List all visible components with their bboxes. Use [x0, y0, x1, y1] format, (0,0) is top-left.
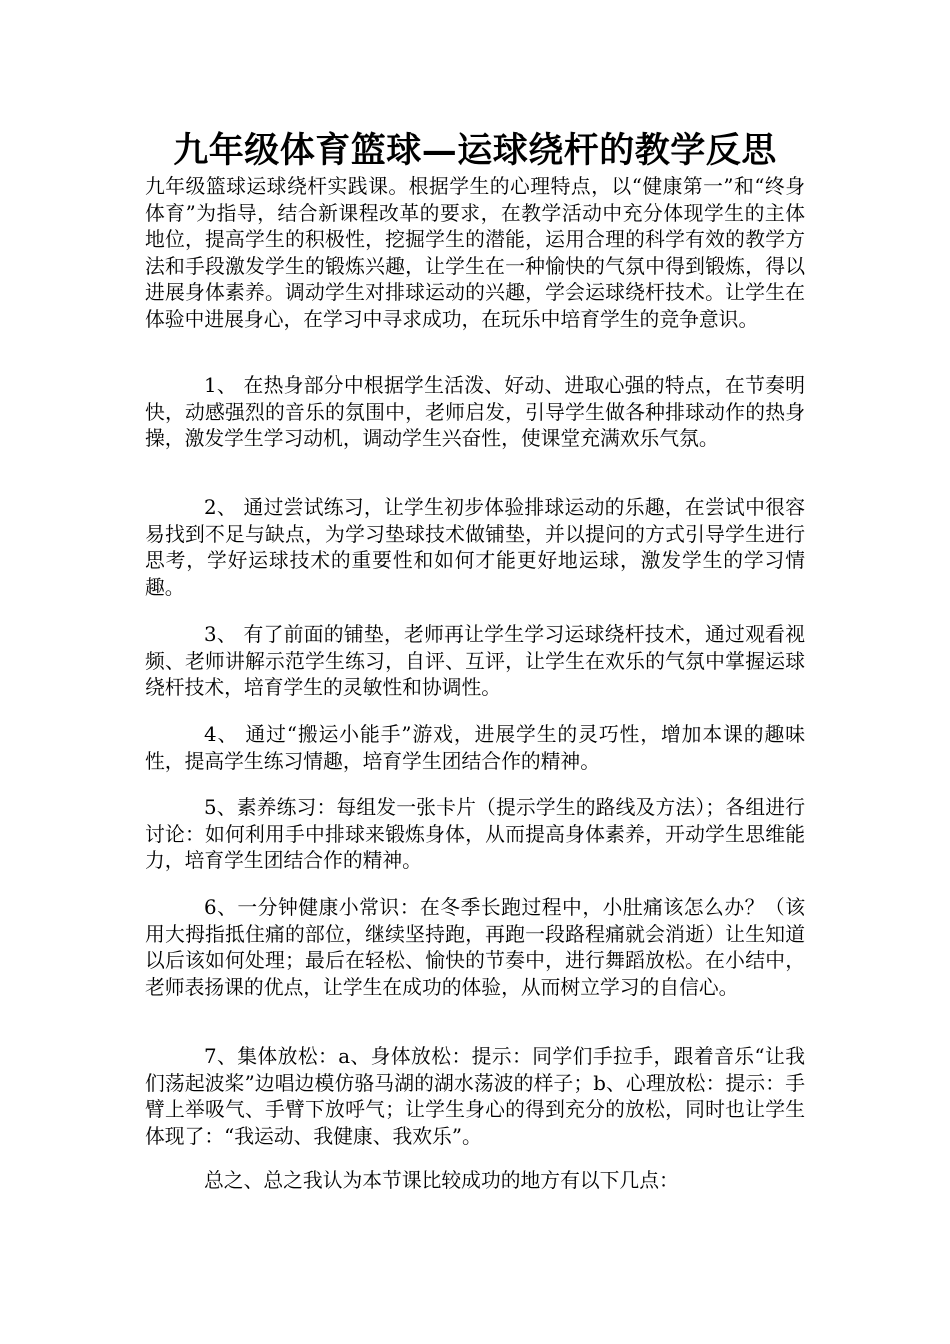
- paragraph-5: 5、素养练习：每组发一张卡片（提示学生的路线及方法）；各组进行讨论：如何利用手中排球来锻炼身体，从而提高身体素养，开动学生思维能力，培育学生团结合作的精神。: [145, 796, 805, 873]
- document-title: 九年级体育篮球—运球绕杆的教学反思: [173, 130, 777, 171]
- paragraph-4: 4、 通过“搬运小能手”游戏，进展学生的灵巧性，增加本课的趣味性，提高学生练习情趣，培育学生团结合作的精神。: [145, 723, 805, 773]
- paragraph-2: 2、 通过尝试练习，让学生初步体验排球运动的乐趣，在尝试中很容易找到不足与缺点，为学习垫球技术做铺垫，并以提问的方式引导学生进行思考，学好运球技术的重要性和如何才能更好地运球，激发学生的学习情趣。: [145, 496, 805, 599]
- paragraph-3: 3、 有了前面的铺垫，老师再让学生学习运球绕杆技术，通过观看视频、老师讲解示范学生练习，自评、互评，让学生在欢乐的气氛中掌握运球绕杆技术，培育学生的灵敏性和协调性。: [145, 623, 805, 700]
- paragraph-6: 6、一分钟健康小常识：在冬季长跑过程中，小肚痛该怎么办？（该用大拇指抵住痛的部位，继续坚持跑，再跑一段路程痛就会消逝）让生知道以后该如何处理；最后在轻松、愉快的节奏中，进行舞蹈放松。在小结中，老师表扬课的优点，让学生在成功的体验，从而树立学习的自信心。: [145, 896, 805, 999]
- paragraph-8: 总之、总之我认为本节课比较成功的地方有以下几点：: [204, 1169, 679, 1192]
- paragraph-7: 7、集体放松：a、身体放松：提示：同学们手拉手，跟着音乐“让我们荡起波桨”边唱边模仿骆马湖的湖水荡波的样子；b、心理放松：提示：手臂上举吸气、手臂下放呼气；让学生身心的得到充分的放松，同时也让学生体现了：“我运动、我健康、我欢乐”。: [145, 1045, 805, 1148]
- paragraph-1: 1、 在热身部分中根据学生活泼、好动、进取心强的特点，在节奏明快，动感强烈的音乐的氛围中，老师启发，引导学生做各种排球动作的热身操，激发学生学习动机，调动学生兴奋性，使课堂充满欢乐气氛。: [145, 374, 805, 451]
- intro-paragraph: 九年级篮球运球绕杆实践课。根据学生的心理特点，以“健康第一”和“终身体育”为指导，结合新课程改革的要求，在教学活动中充分体现学生的主体地位，提高学生的积极性，挖掘学生的潜能，运用合理的科学有效的教学方法和手段激发学生的锻炼兴趣，让学生在一种愉快的气氛中得到锻炼，得以进展身体素养。调动学生对排球运动的兴趣，学会运球绕杆技术。让学生在体验中进展身心，在学习中寻求成功，在玩乐中培育学生的竞争意识。: [145, 175, 805, 331]
